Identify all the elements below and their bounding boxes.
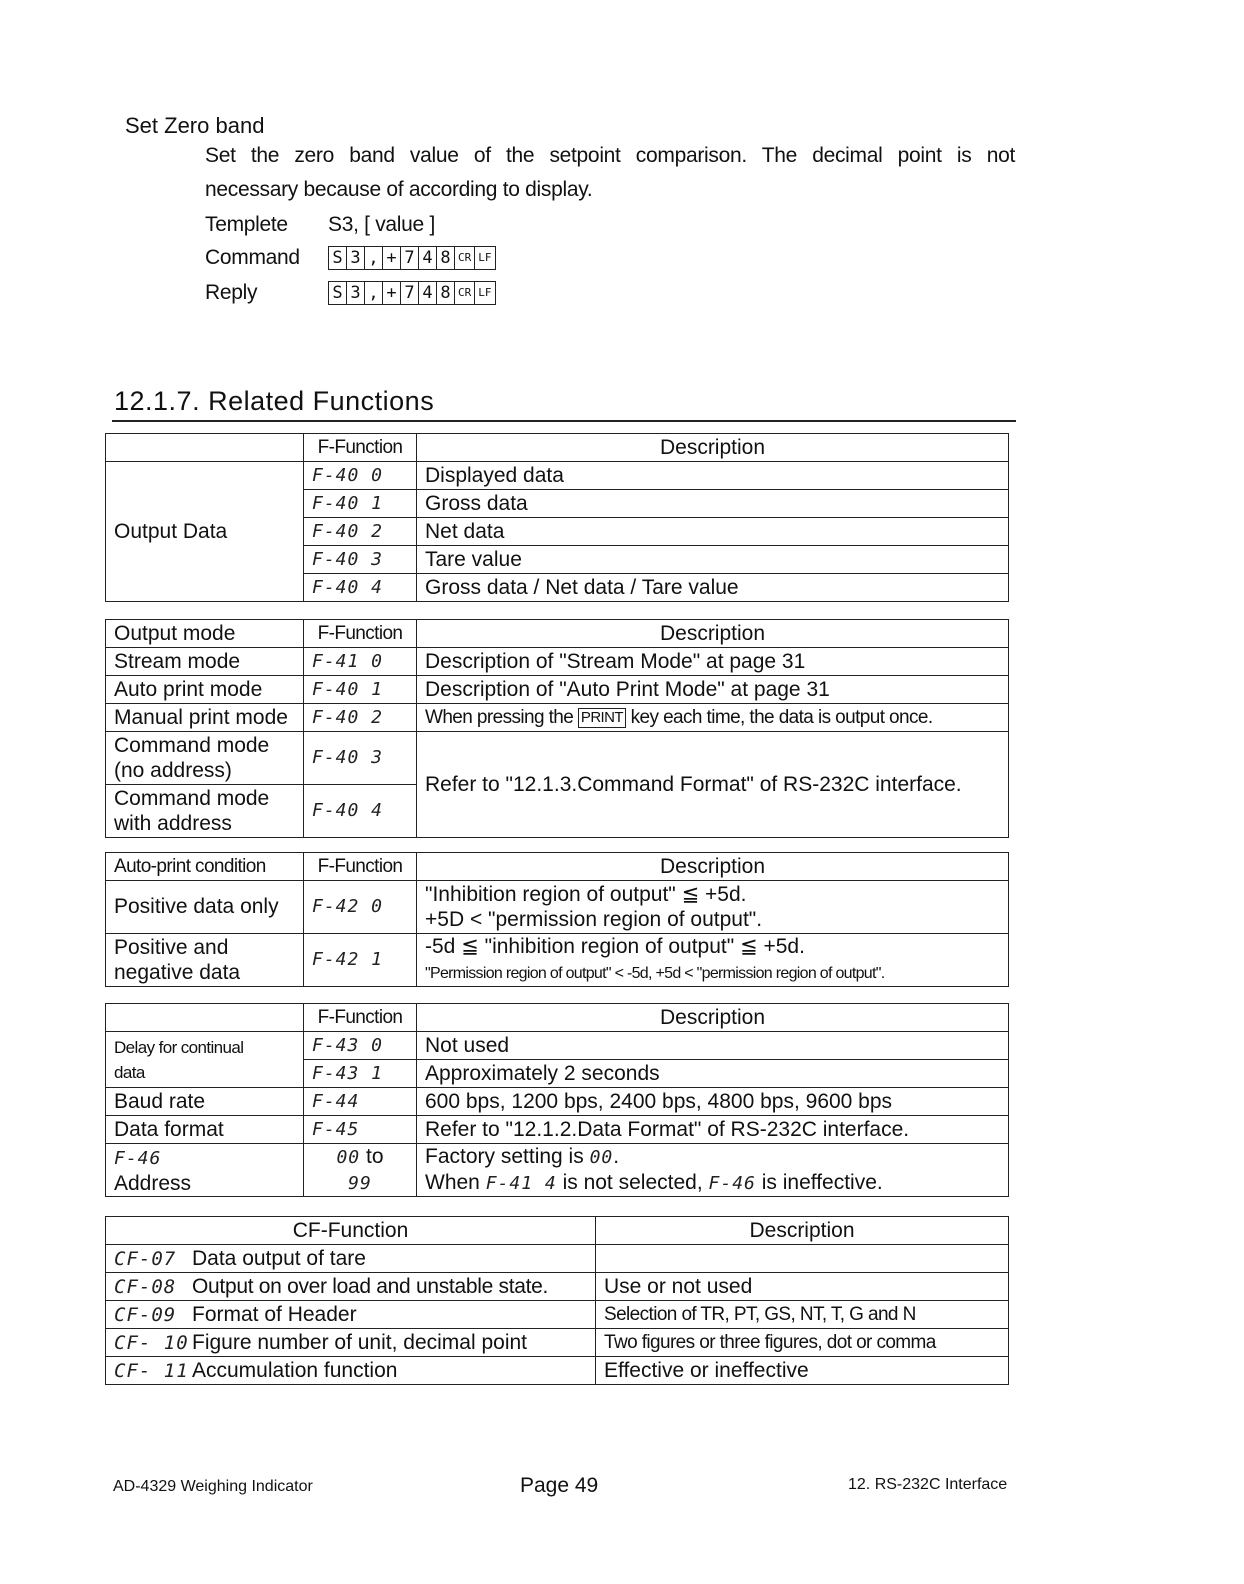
- header-description: Description: [417, 434, 1009, 462]
- table-header-row: [106, 853, 1009, 881]
- description-cell: Refer to "12.1.2.Data Format" of RS-232C interface.: [417, 1116, 1009, 1144]
- key-cell: LF: [478, 251, 492, 264]
- table-row: [106, 648, 1009, 676]
- f-code: F-40 1: [304, 676, 417, 704]
- description-cell: Use or not used: [596, 1273, 1009, 1301]
- header-description: Description: [417, 853, 1009, 881]
- reply-keys: [328, 281, 496, 305]
- mode-cell: [106, 785, 304, 838]
- zero-band-desc-line1: Set the zero band value of the setpoint comparison. The decimal point is not: [205, 144, 1015, 167]
- condition-cell: [106, 934, 304, 987]
- description-cell: Displayed data: [417, 462, 1009, 490]
- mode-cell: Manual print mode: [106, 704, 304, 732]
- factory-value: 00: [589, 1147, 614, 1168]
- key-cell: +: [383, 282, 401, 304]
- footer-page-number: Page 49: [520, 1474, 599, 1497]
- condition-line: Positive and: [114, 936, 229, 959]
- mode-line: Command mode: [114, 787, 270, 810]
- table-header-row: [106, 1004, 1009, 1032]
- key-cell: 8: [437, 282, 455, 304]
- cf-function-cell: [106, 1273, 596, 1301]
- description-cell: Selection of TR, PT, GS, NT, T, G and N: [596, 1301, 1009, 1329]
- f-code: F-40 2: [304, 518, 417, 546]
- desc-line: "Permission region of output" < -5d, +5d < "permission region of output".: [425, 965, 885, 982]
- key-cell: 4: [419, 247, 437, 269]
- key-cell: 7: [401, 247, 419, 269]
- f-code: F-40 4: [304, 574, 417, 602]
- communication-settings-table: [105, 1003, 1009, 1197]
- address-label: [106, 1144, 304, 1197]
- mode-line: with address: [114, 812, 232, 835]
- description-cell: Refer to "12.1.3.Command Format" of RS-232C interface.: [417, 732, 1009, 838]
- table-row: [106, 1329, 1009, 1357]
- header-output-mode: Output mode: [106, 620, 304, 648]
- cf-function-cell: [106, 1301, 596, 1329]
- key-cell: CR: [455, 247, 475, 269]
- description-cell: Tare value: [417, 546, 1009, 574]
- desc-line: -5d ≦ "inhibition region of output" ≦ +5d.: [425, 935, 805, 958]
- zero-band-desc-line2: necessary because of according to display.: [205, 178, 593, 201]
- setting-label: Baud rate: [106, 1088, 304, 1116]
- desc-text: Factory setting is: [425, 1145, 584, 1168]
- output-mode-table: [105, 619, 1009, 838]
- description-cell: Approximately 2 seconds: [417, 1060, 1009, 1088]
- footer-left: AD-4329 Weighing Indicator: [113, 1478, 313, 1495]
- description-cell: Net data: [417, 518, 1009, 546]
- description-cell: [417, 934, 1009, 987]
- header-cf-function: CF-Function: [106, 1217, 596, 1245]
- description-cell: [417, 704, 1009, 732]
- table-row: [106, 1273, 1009, 1301]
- auto-print-condition-table: [105, 852, 1009, 987]
- description-cell: 600 bps, 1200 bps, 2400 bps, 4800 bps, 9600 bps: [417, 1088, 1009, 1116]
- description-cell: [417, 1144, 1009, 1197]
- section-rule: [112, 420, 1016, 422]
- header-description: Description: [417, 1004, 1009, 1032]
- output-data-table: [105, 433, 1009, 602]
- mode-cell: [106, 732, 304, 785]
- f-code: F-41 4: [485, 1173, 557, 1194]
- key-cell: ,: [365, 282, 383, 304]
- table-row: [106, 1357, 1009, 1385]
- f-code: F-42 0: [304, 881, 417, 934]
- address-from: 00: [336, 1147, 361, 1168]
- key-cell: 3: [347, 282, 365, 304]
- cf-function-cell: [106, 1329, 596, 1357]
- description-cell: Not used: [417, 1032, 1009, 1060]
- header-description: Description: [417, 620, 1009, 648]
- table-header-row: [106, 1217, 1009, 1245]
- desc-text: key each time, the data is output once.: [630, 706, 933, 728]
- table-row: [106, 1032, 1009, 1060]
- desc-text: When: [425, 1171, 480, 1194]
- footer-right: 12. RS-232C Interface: [848, 1476, 1008, 1493]
- key-cell: 4: [419, 282, 437, 304]
- desc-text: When pressing the: [425, 706, 574, 728]
- table-row: [106, 1144, 1009, 1197]
- delay-line: data: [114, 1062, 145, 1082]
- table-header-row: [106, 434, 1009, 462]
- f-code: F-46: [708, 1173, 756, 1194]
- desc-line: "Inhibition region of output" ≦ +5d.: [425, 883, 747, 906]
- cf-function-cell: [106, 1357, 596, 1385]
- desc-text: .: [613, 1145, 620, 1168]
- table-row: [106, 934, 1009, 987]
- f-code: F-40 2: [304, 704, 417, 732]
- address-to: 99: [348, 1173, 372, 1194]
- key-cell: 7: [401, 282, 419, 304]
- f-code: F-43 1: [304, 1060, 417, 1088]
- template-label: Templete: [205, 213, 288, 236]
- cf-name: Figure number of unit, decimal point: [192, 1330, 528, 1354]
- f-code: F-40 1: [304, 490, 417, 518]
- description-cell: [417, 881, 1009, 934]
- header-description: Description: [596, 1217, 1009, 1245]
- description-cell: Gross data / Net data / Tare value: [417, 574, 1009, 602]
- cf-code: CF-07: [114, 1247, 177, 1270]
- f-code: F-40 3: [304, 546, 417, 574]
- description-cell: Description of "Auto Print Mode" at page 31: [417, 676, 1009, 704]
- table-header-row: [106, 620, 1009, 648]
- table-row: [106, 732, 1009, 785]
- f-code: F-44: [304, 1088, 417, 1116]
- reply-label: Reply: [205, 281, 258, 304]
- f-code: F-40 4: [304, 785, 417, 838]
- template-value: S3, [ value ]: [328, 213, 435, 236]
- cf-code: CF- 10: [114, 1331, 189, 1354]
- cf-name: Output on over load and unstable state.: [192, 1274, 549, 1298]
- desc-text: is ineffective.: [761, 1171, 883, 1194]
- table-row: [106, 676, 1009, 704]
- cf-function-table: [105, 1216, 1009, 1385]
- table-row: [106, 1088, 1009, 1116]
- address-range: [304, 1144, 417, 1197]
- table-row: [106, 462, 1009, 490]
- command-keys: [328, 246, 496, 270]
- header-condition: Auto-print condition: [106, 853, 304, 881]
- table-row: [106, 1116, 1009, 1144]
- header-ffunction: F-Function: [304, 434, 417, 462]
- table-row: [106, 881, 1009, 934]
- f-code: F-46: [114, 1147, 162, 1169]
- print-key-box: PRINT: [578, 708, 626, 728]
- cf-code: CF- 11: [114, 1359, 189, 1382]
- header-cell-empty: [106, 434, 304, 462]
- description-cell: [596, 1245, 1009, 1273]
- f-code: F-43 0: [304, 1032, 417, 1060]
- key-cell: 8: [437, 247, 455, 269]
- table-row: [106, 704, 1009, 732]
- section-title: 12.1.7. Related Functions: [114, 386, 435, 416]
- condition-cell: Positive data only: [106, 881, 304, 934]
- key-cell: CR: [455, 282, 475, 304]
- mode-cell: Auto print mode: [106, 676, 304, 704]
- f-code: F-42 1: [304, 934, 417, 987]
- address-to-word: to: [366, 1145, 384, 1168]
- key-cell: LF: [478, 286, 492, 299]
- header-ffunction: F-Function: [304, 1004, 417, 1032]
- cf-name: Format of Header: [192, 1302, 357, 1326]
- key-cell: 3: [347, 247, 365, 269]
- key-cell: S: [329, 282, 347, 304]
- condition-line: negative data: [114, 961, 241, 984]
- delay-label: [106, 1032, 304, 1088]
- description-cell: Effective or ineffective: [596, 1357, 1009, 1385]
- key-cell: +: [383, 247, 401, 269]
- desc-text: is not selected,: [562, 1171, 703, 1194]
- table-row: [106, 1245, 1009, 1273]
- f-code: F-41 0: [304, 648, 417, 676]
- mode-line: (no address): [114, 759, 232, 782]
- cf-code: CF-09: [114, 1303, 177, 1326]
- header-ffunction: F-Function: [304, 620, 417, 648]
- header-ffunction: F-Function: [304, 853, 417, 881]
- description-cell: Gross data: [417, 490, 1009, 518]
- f-code: F-40 3: [304, 732, 417, 785]
- f-code: F-45: [304, 1116, 417, 1144]
- header-cell-empty: [106, 1004, 304, 1032]
- setting-label: Data format: [106, 1116, 304, 1144]
- cf-name: Data output of tare: [192, 1246, 366, 1270]
- cf-function-cell: [106, 1245, 596, 1273]
- key-cell: ,: [365, 247, 383, 269]
- cf-code: CF-08: [114, 1275, 177, 1298]
- desc-line: +5D < "permission region of output".: [425, 908, 763, 931]
- mode-line: Command mode: [114, 734, 270, 757]
- zero-band-title: Set Zero band: [125, 113, 265, 138]
- key-cell: S: [329, 247, 347, 269]
- description-cell: Description of "Stream Mode" at page 31: [417, 648, 1009, 676]
- table-row: [106, 1301, 1009, 1329]
- cf-name: Accumulation function: [192, 1358, 398, 1382]
- command-label: Command: [205, 246, 300, 269]
- address-word: Address: [114, 1171, 192, 1195]
- description-cell: Two figures or three figures, dot or comma: [596, 1329, 1009, 1357]
- mode-cell: Stream mode: [106, 648, 304, 676]
- f-code: F-40 0: [304, 462, 417, 490]
- group-label: Output Data: [106, 462, 304, 602]
- delay-line: Delay for continual: [114, 1037, 244, 1057]
